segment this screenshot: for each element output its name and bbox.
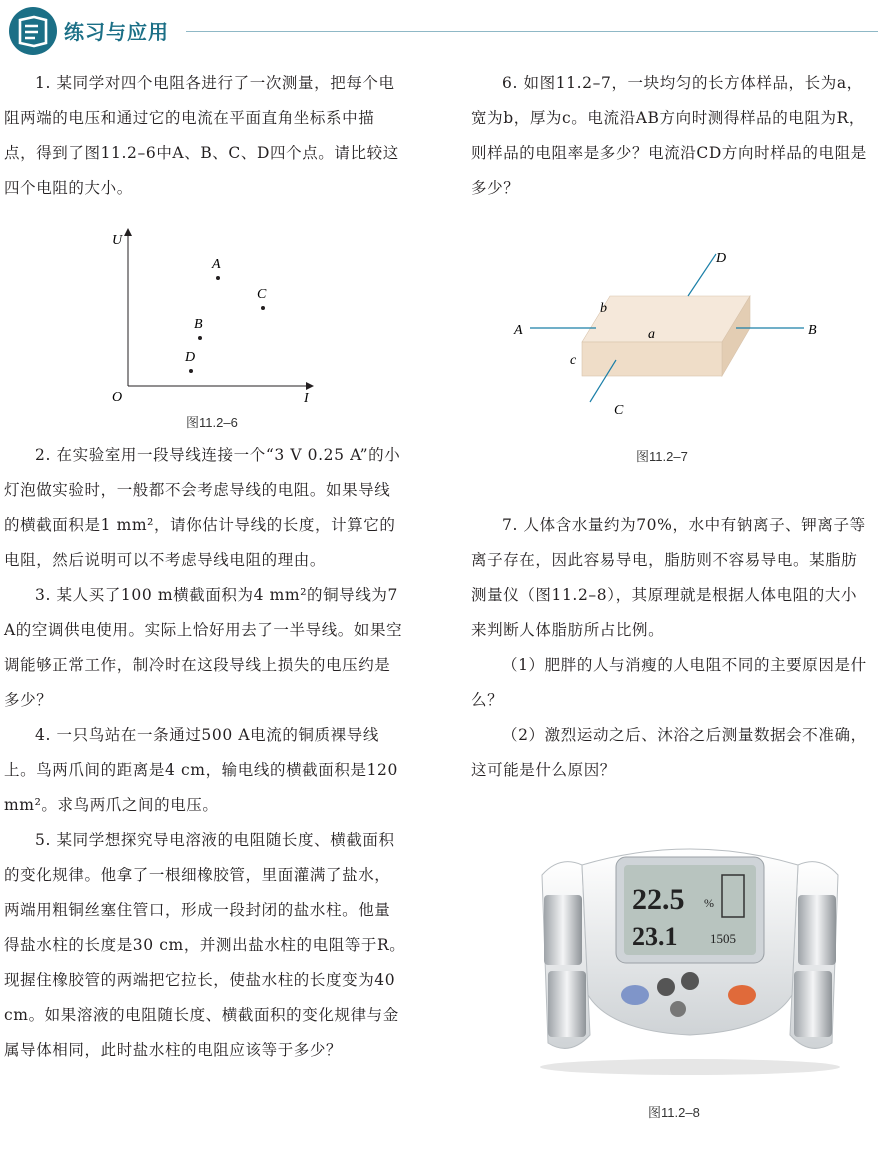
label-a-terminal: A (514, 323, 523, 338)
problem-2: 2. 在实验室用一段导线连接一个“3 V 0.25 A”的小灯泡做实验时，一般都不会考虑导线的电阻。如果导线的横截面积是1 mm²，请你估计导线的长度，计算它的电阻，然后说明可以不考虑导线电阻的理由。 (4, 446, 401, 569)
point-label-c: C (257, 287, 267, 302)
point-a (216, 276, 220, 280)
figure-8-caption: 图11.2–8 (648, 1105, 700, 1120)
header-divider (186, 31, 878, 32)
set-button (670, 1001, 686, 1017)
left-electrode-bottom (548, 971, 586, 1037)
lcd-unit: % (704, 896, 714, 910)
point-c (261, 306, 265, 310)
figure-7-caption: 图11.2–7 (636, 449, 688, 464)
label-width-b: b (600, 301, 607, 316)
label-d-terminal: D (716, 251, 727, 266)
figure-8-body-fat-meter (520, 835, 860, 1080)
origin-label: O (112, 390, 123, 405)
figure-6-caption: 图11.2–6 (186, 415, 238, 430)
point-b (198, 336, 202, 340)
orange-button (728, 985, 756, 1005)
up-button (681, 972, 699, 990)
figure-6-ui-graph (100, 224, 330, 410)
book-icon (8, 6, 58, 56)
right-column (471, 66, 871, 788)
point-label-b: B (194, 317, 203, 332)
block-top-face (582, 296, 750, 342)
problem-4: 4. 一只鸟站在一条通过500 A电流的铜质裸导线上。鸟两爪间的距离是4 cm，输电线的横截面积是120 mm²。求鸟两爪之间的电压。 (4, 726, 398, 814)
left-electrode-top (544, 895, 582, 965)
point-d (189, 369, 193, 373)
problem-7: 7. 人体含水量约为70%，水中有钠离子、钾离子等离子存在，因此容易导电，脂肪则不容易导电。某脂肪测量仪（图11.2–8），其原理就是根据人体电阻的大小来判断人体脂肪所占比例。 (471, 516, 866, 639)
problem-7-part-2: （2）激烈运动之后、沐浴之后测量数据会不准确，这可能是什么原因？ (471, 726, 867, 779)
point-label-d: D (185, 350, 196, 365)
point-label-a: A (212, 257, 221, 272)
lcd-bottom-value: 23.1 (632, 922, 678, 951)
label-length-a: a (648, 327, 655, 342)
problem-3: 3. 某人买了100 m横截面积为4 mm²的铜导线为7 A的空调供电使用。实际上恰好用去了一半导线。如果空调能够正常工作，制冷时在这段导线上损失的电压约是多少？ (4, 586, 403, 709)
section-title: 练习与应用 (64, 20, 169, 44)
label-c-terminal: C (614, 403, 624, 418)
lcd-side-value: 1505 (710, 931, 736, 946)
label-b-terminal: B (808, 323, 817, 338)
problem-1: 1. 某同学对四个电阻各进行了一次测量，把每个电阻两端的电压和通过它的电流在平面直角坐标系中描点，得到了图11.2–6中A、B、C、D四个点。请比较这四个电阻的大小。 (4, 74, 399, 197)
y-axis-label: U (112, 233, 123, 248)
down-button (657, 978, 675, 996)
problem-5: 5. 某同学想探究导电溶液的电阻随长度、横截面积的变化规律。他拿了一根细橡胶管，里面灌满了盐水，两端用粗铜丝塞住管口，形成一段封闭的盐水柱。他量得盐水柱的长度是30 cm，并测出盐水柱的电阻等于R。现握住橡胶管的两端把它拉长，使盐水柱的长度变为40 cm。如果溶液的电阻随长度、横截面积的变化规律与金属导体相同，此时盐水柱的电阻应该等于多少？ (4, 831, 406, 1059)
left-column (4, 66, 406, 1068)
label-thickness-c: c (570, 353, 577, 368)
x-axis-label: I (304, 391, 309, 406)
problem-7-part-1: （1）肥胖的人与消瘦的人电阻不同的主要原因是什么？ (471, 656, 867, 709)
blue-button (621, 985, 649, 1005)
right-electrode-top (798, 895, 836, 965)
figure-7-sample-block (510, 244, 830, 424)
section-header (0, 0, 878, 64)
right-electrode-bottom (794, 971, 832, 1037)
lead-d (688, 254, 716, 296)
problem-6: 6. 如图11.2–7，一块均匀的长方体样品，长为a，宽为b，厚为c。电流沿AB方向时测得样品的电阻为R，则样品的电阻率是多少？电流沿CD方向时样品的电阻是多少？ (471, 74, 867, 197)
lcd-top-value: 22.5 (632, 883, 685, 916)
block-front-face (582, 342, 722, 376)
